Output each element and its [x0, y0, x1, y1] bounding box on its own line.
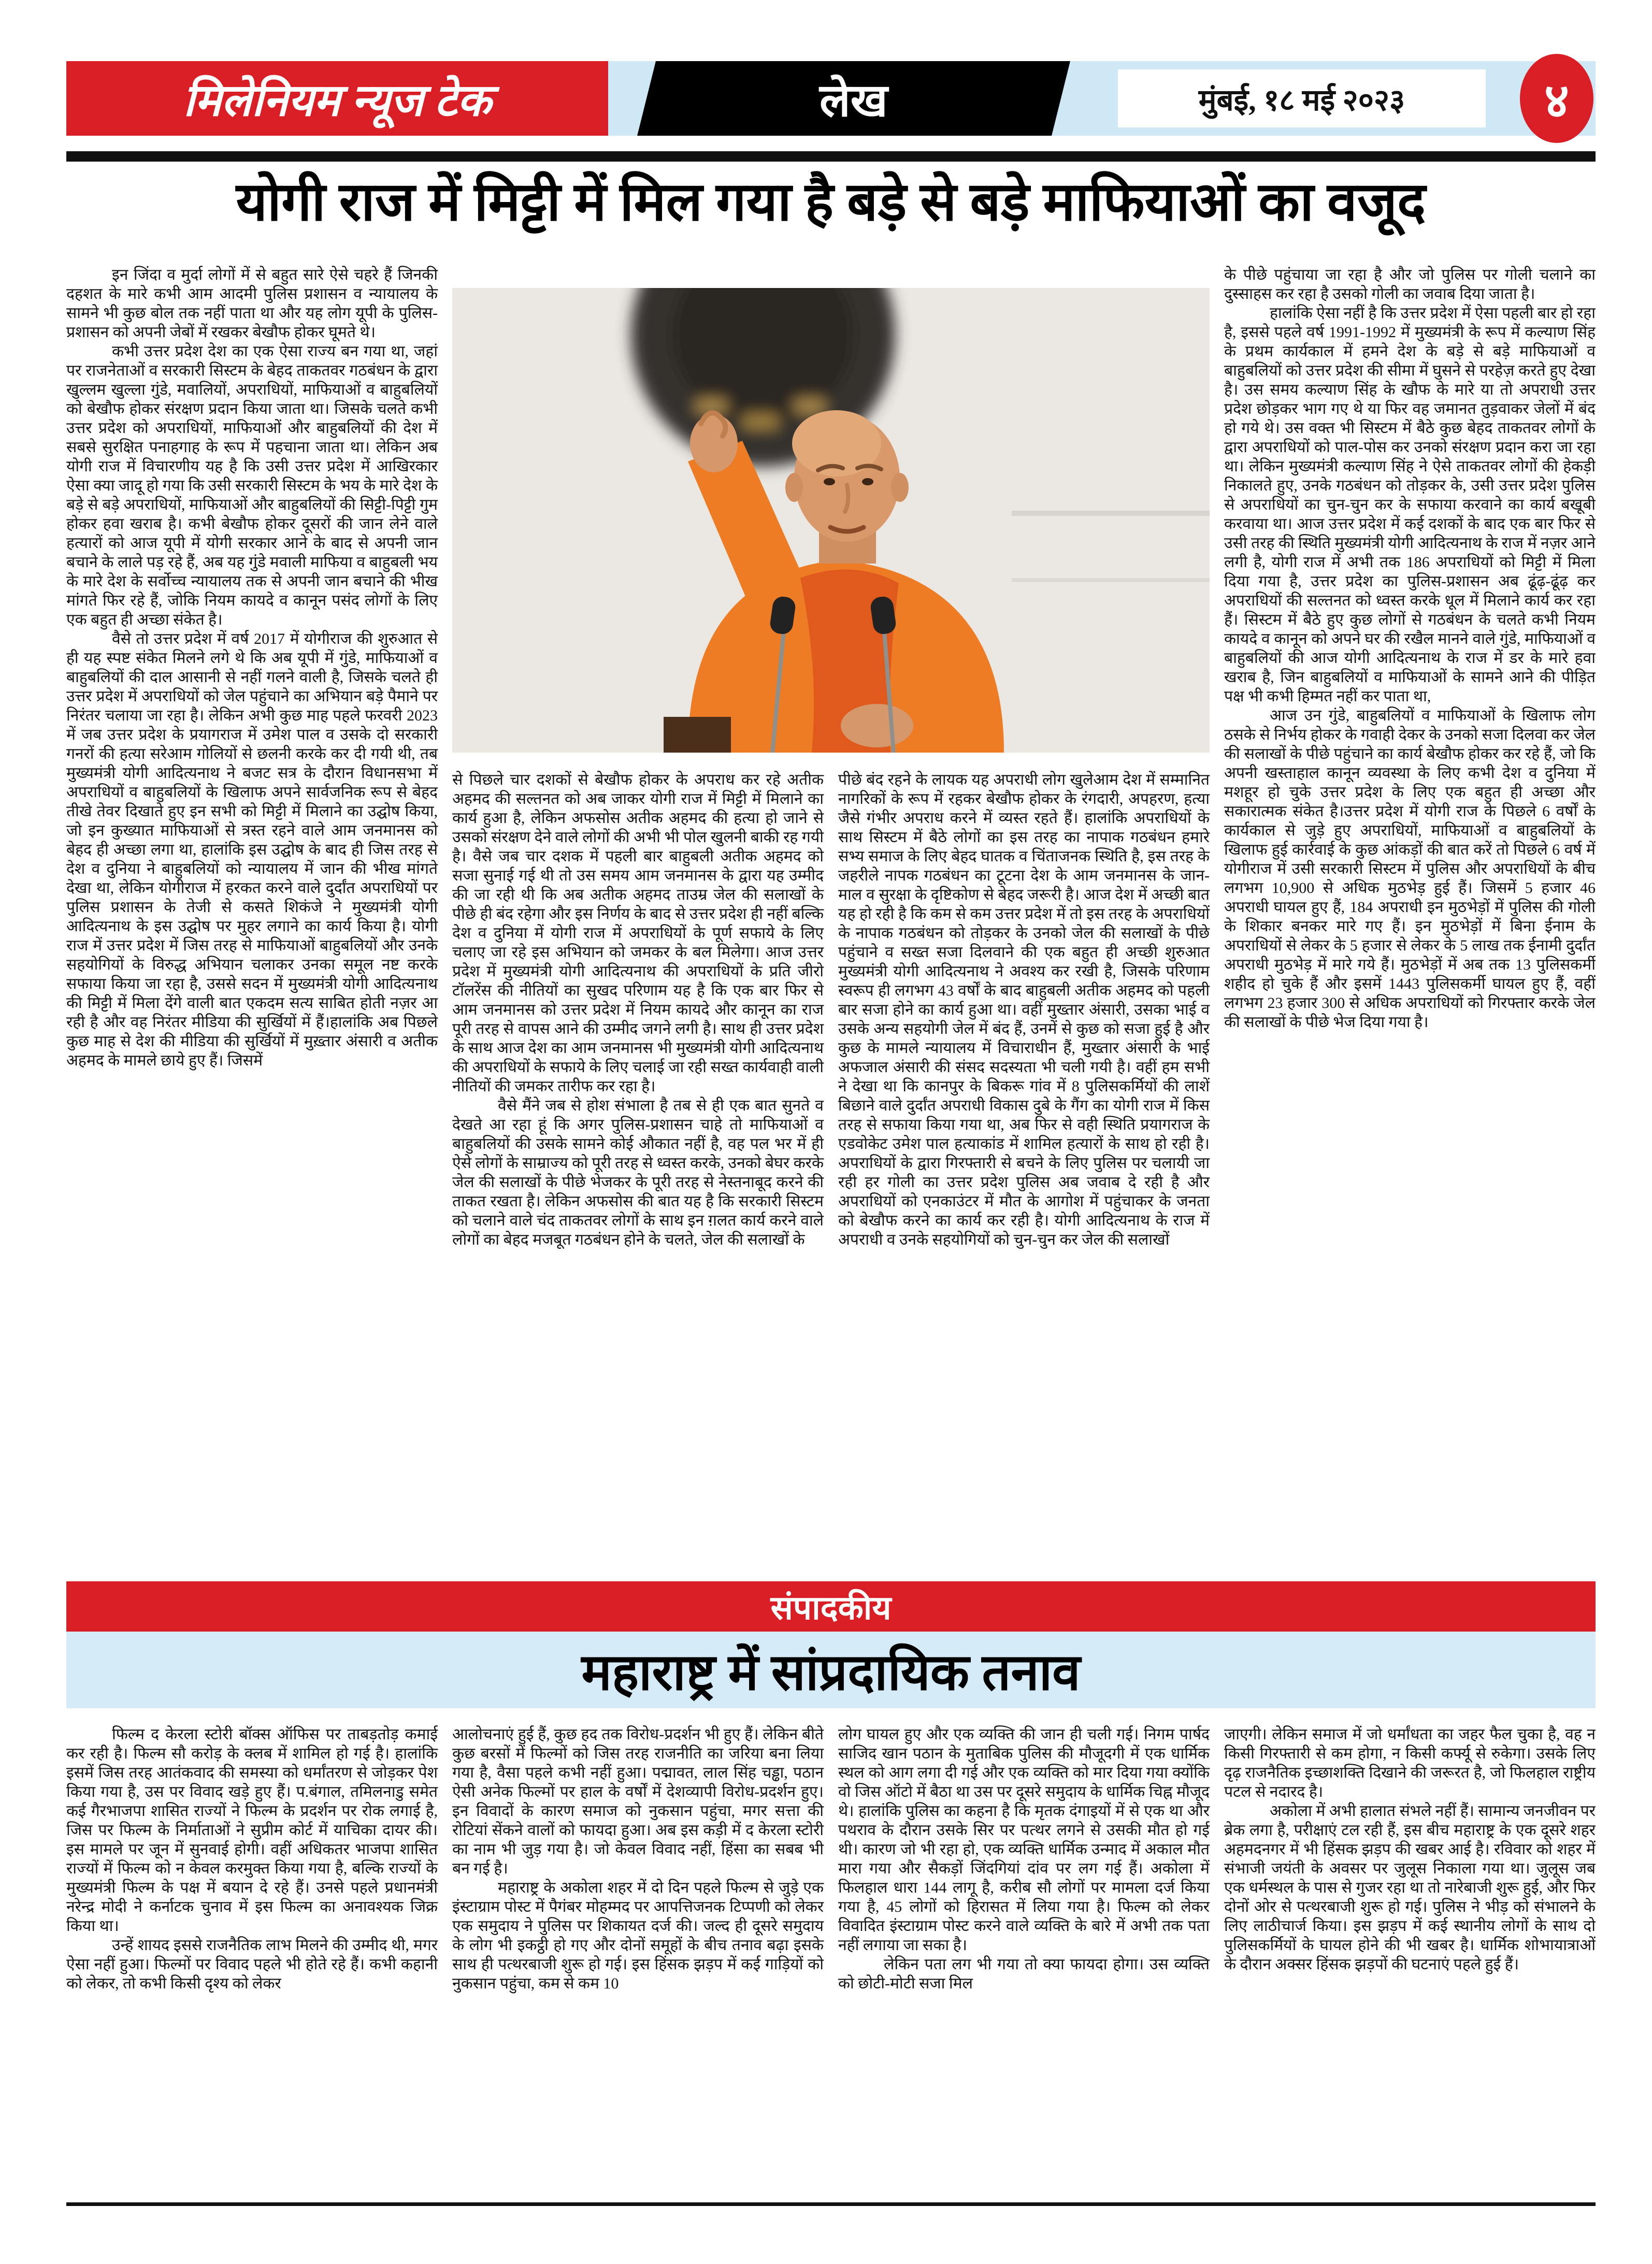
- editorial-paragraph: आलोचनाएं हुई हैं, कुछ हद तक विरोध-प्रदर्शन भी हुए हैं। लेकिन बीते कुछ बरसों में फिल्मों को जिस तरह राजनीति का जरिया बना लिया गया है, वैसा पहले कभी नहीं हुआ। पद्मावत, लाल सिंह चड्ढा, पठान ऐसी अनेक फिल्मों पर हाल के वर्षों में देशव्यापी विरोध-प्रदर्शन हुए। इन विवादों के कारण समाज को नुकसान पहुंचा, मगर सत्ता की रोटियां सेंकने वालों को फायदा हुआ। अब इस कड़ी में द केरला स्टोरी का नाम भी जुड़ गया है। जो केवल विवाद नहीं, हिंसा का सबब भी बन गई है।: [452, 1726, 824, 1877]
- editorial-headline: महाराष्ट्र में सांप्रदायिक तनाव: [581, 1645, 1081, 1701]
- editorial-column-2: [452, 1725, 824, 2202]
- editorial-column-3: [838, 1725, 1210, 2202]
- editorial-paragraph: जाएगी। लेकिन समाज में जो धर्मांधता का जहर फैल चुका है, वह न किसी गिरफ्तारी से कम होगा, न किसी कर्फ्यू से रुकेगा। उसके लिए दृढ़ राजनैतिक इच्छाशक्ति दिखाने की जरूरत है, जो फिलहाल राष्ट्रीय पटल से नदारद है।: [1224, 1726, 1596, 1800]
- article-middle-columns: [452, 265, 1210, 1577]
- section-tag: [637, 61, 1070, 136]
- table-corner: [664, 717, 731, 753]
- editorial-paragraph: फिल्म द केरला स्टोरी बॉक्स ऑफिस पर ताबड़तोड़ कमाई कर रही है। फिल्म सौ करोड़ के क्लब में शामिल हो गई है। हालांकि इसमें जिस तरह आतंकवाद की समस्या को धर्मांतरण से जोड़कर पेश किया गया है, उस पर विवाद खड़े हुए हैं। प.बंगाल, तमिलनाडु समेत कई गैरभाजपा शासित राज्यों ने फिल्म के प्रदर्शन पर रोक लगाई है, जिस पर फिल्म के निर्माताओं ने सुप्रीम कोर्ट में याचिका दायर की। इस मामले पर जून में सुनवाई होगी। वहीं अधिकतर भाजपा शासित राज्यों में फिल्म को न केवल करमुक्त किया गया है, बल्कि राज्यों के मुख्यमंत्री फिल्म के पक्ष में बयान दे रहे हैं। उनसे पहले प्रधानमंत्री नरेन्द्र मोदी ने कर्नाटक चुनाव में इस फिल्म का अनावश्यक जिक्र किया था।: [66, 1726, 438, 1935]
- article-paragraph: से पिछले चार दशकों से बेखौफ होकर के अपराध कर रहे अतीक अहमद की सल्तनत को अब जाकर योगी राज में मिट्टी में मिलाने का कार्य हुआ है, लेकिन अफसोस अतीक अहमद की हत्या हो जाने से उसको संरक्षण देने वाले लोगों की अभी भी पोल खुलनी बाकी रह गयी है। वैसे जब चार दशक में पहली बार बाहुबली अतीक अहमद को सजा सुनाई गई थी तो उस समय आम जनमानस के द्वारा यह उम्मीद की जा रही थी कि अब अतीक अहमद ताउम्र जेल की सलाखों के पीछे ही बंद रहेगा और इस निर्णय के बाद से उत्तर प्रदेश ही नहीं बल्कि देश व दुनिया में योगी राज में अपराधियों के पूर्ण सफाये के लिए चलाए जा रहे इस अभियान को जमकर के बल मिलेगा। आज उत्तर प्रदेश में मुख्यमंत्री योगी आदित्यनाथ की अपराधियों के प्रति जीरो टॉलरेंस की नीतियों का सुखद परिणाम यह है कि एक बार फिर से आम जनमानस को उत्तर प्रदेश में नियम कायदे और कानून का राज पूरी तरह से वापस आने की उम्मीद जगने लगी है। साथ ही उत्तर प्रदेश के साथ आज देश का आम जनमानस भी मुख्यमंत्री योगी आदित्यनाथ की अपराधियों के सफाये के लिए चलाई जा रही सख्त कार्यवाही वाली नीतियों की जमकर तारीफ कर रहा है।: [452, 771, 824, 1095]
- article-paragraph: आज उन गुंडे, बाहुबलियों व माफियाओं के खिलाफ लोग ठसके से निर्भय होकर के गवाही देकर के उनको सजा दिलवा कर जेल की सलाखों के पीछे पहुंचाने का कार्य बेखौफ होकर कर रहे हैं, जो कि अपनी खस्ताहाल कानून व्यवस्था के लिए कभी देश व दुनिया में मशहूर हो चुके उत्तर प्रदेश के लिए एक बहुत ही अच्छा और सकारात्मक संकेत है।उत्तर प्रदेश में योगी राज के पिछले 6 वर्षों के कार्यकाल से जुड़े हुए अपराधियों, माफियाओं व बाहुबलियों के खिलाफ हुई कार्रवाई के कुछ आंकड़ों की बात करें तो पिछले 6 वर्ष में योगीराज में उसी सरकारी सिस्टम में पुलिस और अपराधियों के बीच लगभग 10,900 से अधिक मुठभेड़ हुई हैं। जिसमें 5 हजार 46 अपराधी घायल हुए हैं, 184 अपराधी इन मुठभेड़ों में पुलिस की गोली के शिकार बनकर मारे गए हैं। इन मुठभेड़ों में बिना ईनाम के अपराधियों से लेकर के 5 हजार से लेकर के 5 लाख तक ईनामी दुर्दांत अपराधी मुठभेड़ में मारे गये हैं। मुठभेड़ों में अब तक 13 पुलिसकर्मी शहीद हो चुके हैं और इसमें 1443 पुलिसकर्मी घायल हुए हैं, वहीं लगभग 23 हजार 300 से अधिक अपराधियों को गिरफ्तार करके जेल की सलाखों के पीछे भेज दिया गया है।: [1224, 707, 1596, 1031]
- article-column-3: [838, 770, 1210, 1249]
- date-box: [1118, 69, 1486, 127]
- editorial-paragraph: अकोला में अभी हालात संभले नहीं हैं। सामान्य जनजीवन पर ब्रेक लगा है, परीक्षाएं टल रही हैं, इस बीच महाराष्ट्र के एक दूसरे शहर अहमदनगर में भी हिंसक झड़प की खबर आई है। रविवार को शहर में संभाजी जयंती के अवसर पर जुलूस निकाला गया था। जुलूस जब एक धर्मस्थल के पास से गुजर रहा था तो नारेबाजी शुरू हुई, और फिर दोनों ओर से पत्थरबाजी शुरू हो गई। पुलिस ने भीड़ को संभालने के लिए लाठीचार्ज किया। इस झड़प में कई स्थानीय लोगों के साथ दो पुलिसकर्मियों के घायल होने की भी खबर है। धार्मिक शोभायात्राओं के दौरान अक्सर हिंसक झड़पों की घटनाएं पहले हुई हैं।: [1224, 1802, 1596, 1973]
- article-paragraph: कभी उत्तर प्रदेश देश का एक ऐसा राज्य बन गया था, जहां पर राजनेताओं व सरकारी सिस्टम के बेहद ताकतवर गठबंधन के द्वारा खुल्लम खुल्ला गुंडे, मवालियों, अपराधियों, माफियाओं व बाहुबलियों को बेखौफ होकर संरक्षण प्रदान किया जाता था। जिसके चलते कभी उत्तर प्रदेश को अपराधियों, माफियाओं और बाहुबलियों की देश में सबसे सुरक्षित पनाहगाह के रूप में पहचाना जाता था। लेकिन अब योगी राज में विचारणीय यह है कि उसी उत्तर प्रदेश में आखिरकार ऐसा क्या जादू हो गया कि उसी सरकारी सिस्टम के भय के मारे देश के बड़े से बड़े अपराधियों, माफियाओं और बाहुबलियों की सिट्टी-पिट्टी गुम होकर हवा खराब है। कभी बेखौफ होकर दूसरों की जान लेने वाले हत्यारों को आज यूपी में योगी सरकार आने के बाद से अपनी जान बचाने के लाले पड़ रहे हैं, अब यह गुंडे मवाली माफिया व बाहुबली भय के मारे देश के सर्वोच्च न्यायालय तक से अपनी जान बचाने की भीख मांगते फिर रहे हैं, जोकि नियम कायदे व कानून पसंद लोगों के लिए एक बहुत ही अच्छा संकेत है।: [66, 343, 438, 628]
- editorial-body: [66, 1725, 1596, 2202]
- article-paragraph: के पीछे पहुंचाया जा रहा है और जो पुलिस पर गोली चलाने का दुस्साहस कर रहा है उसको गोली का जवाब दिया जाता है।: [1224, 266, 1596, 302]
- article-paragraph: वैसे मैंने जब से होश संभाला है तब से ही एक बात सुनते व देखते आ रहा हूं कि अगर पुलिस-प्रशासन चाहे तो माफियाओं व बाहुबलियों की उसके सामने कोई औकात नहीं है, वह पल भर में ही ऐसे लोगों के साम्राज्य को पूरी तरह से ध्वस्त करके, उनको बेघर करके जेल की सलाखों के पीछे भेजकर के पूरी तरह से नेस्तनाबूद करने की ताकत रखता है। लेकिन अफसोस की बात यह है कि सरकारी सिस्टम को चलाने वाले चंद ताकतवर लोगों के साथ इन ग़लत कार्य करने वाले लोगों का बेहद मजबूत गठबंधन होने के चलते, जेल की सलाखों के: [452, 1097, 824, 1248]
- article-body: [66, 265, 1596, 1577]
- masthead-title: मिलेनियम न्यूज टेक: [183, 75, 492, 125]
- article-paragraph: पीछे बंद रहने के लायक यह अपराधी लोग खुलेआम देश में सम्मानित नागरिकों के रूप में रहकर बेखौफ होकर के रंगदारी, अपहरण, हत्या जैसे गंभीर अपराध करने में व्यस्त रहते हैं। हालांकि अपराधियों के साथ सिस्टम में बैठे लोगों का इस तरह का नापाक गठबंधन हमारे सभ्य समाज के लिए बेहद घातक व चिंताजनक स्थिति है, इस तरह के जहरीले नापक गठबंधन का टूटना देश के आम जनमानस के जान-माल व सुरक्षा के दृष्टिकोण से बेहद जरूरी है। आज देश में अच्छी बात यह हो रही है कि कम से कम उत्तर प्रदेश में तो इस तरह के अपराधियों के नापाक गठबंधन को तोड़कर के उनको जेल की सलाखों के पीछे पहुंचाने व सख्त सजा दिलवाने की एक बहुत ही अच्छी शुरुआत मुख्यमंत्री योगी आदित्यनाथ ने अवश्य कर रखी है, जिसके परिणाम स्वरूप ही लगभग 43 वर्षों के बाद बाहुबली अतीक अहमद को पहली बार सजा होने का कार्य हुआ था। वहीं मुख्तार अंसारी, उसका भाई व उसके अन्य सहयोगी जेल में बंद हैं, उनमें से कुछ को सजा हुई है और कुछ के मामले न्यायालय में विचाराधीन हैं, मुख्तार अंसारी के भाई अफजाल अंसारी की संसद सदस्यता भी चली गयी है। वहीं हम सभी ने देखा था कि कानपुर के बिकरू गांव में 8 पुलिसकर्मियों की लाशें बिछाने वाले दुर्दांत अपराधी विकास दुबे के गैंग का योगी राज में किस तरह से सफाया किया गया था, अब फिर से वही स्थिति प्रयागराज के एडवोकेट उमेश पाल हत्याकांड में शामिल हत्यारों के साथ हो रही है। अपराधियों के द्वारा गिरफ्तारी से बचने के लिए पुलिस पर चलायी जा रही हर गोली का उत्तर प्रदेश पुलिस अब जवाब दे रही है और अपराधियों को एनकाउंटर में मौत के आगोश में पहुंचाकर के जनता को बेखौफ करने का कार्य कर रही है। योगी आदित्यनाथ के राज में अपराधी व उनके सहयोगियों को चुन-चुन कर जेल की सलाखों: [838, 771, 1210, 1248]
- editorial-paragraph: महाराष्ट्र के अकोला शहर में दो दिन पहले फिल्म से जुड़े एक इंस्टाग्राम पोस्ट में पैगंबर मोहम्मद पर आपत्तिजनक टिप्पणी को लेकर एक समुदाय ने पुलिस पर शिकायत दर्ज की। जल्द ही दूसरे समुदाय के लोग भी इकट्ठी हो गए और दोनों समूहों के बीच तनाव बढ़ा इसके साथ ही पत्थरबाजी शुरू हो गई। इस हिंसक झड़प में कई गाड़ियों को नुकसान पहुंचा, कम से कम 10: [452, 1879, 824, 1992]
- article-column-2: [452, 770, 824, 1249]
- page-number-badge: [1520, 54, 1593, 143]
- page-bottom-rule: [66, 2202, 1596, 2206]
- dateline: मुंबई, १८ मई २०२३: [1198, 83, 1405, 117]
- editorial-label-bar: [66, 1581, 1596, 1632]
- article-paragraph: हालांकि ऐसा नहीं है कि उत्तर प्रदेश में ऐसा पहली बार हो रहा है, इससे पहले वर्ष 1991-1992 में मुख्यमंत्री के रूप में कल्याण सिंह के प्रथम कार्यकाल में हमने देश के बड़े से बड़े माफियाओं व बाहुबलियों को उत्तर प्रदेश की सीमा में घुसने से परहेज़ करते हुए देखा है। उस समय कल्याण सिंह के खौफ के मारे या तो अपराधी उत्तर प्रदेश छोड़कर भाग गए थे या फिर वह जमानत तुड़वाकर जेलों में बंद हो गये थे। उस वक्त भी सिस्टम में बैठे कुछ बेहद ताकतवर लोगों के द्वारा अपराधियों को पाल-पोस कर उनको संरक्षण प्रदान करा जा रहा था। लेकिन मुख्यमंत्री कल्याण सिंह ने ऐसे ताकतवर लोगों की हेकड़ी निकालते हुए, उनके गठबंधन को तोड़कर के, उसी उत्तर प्रदेश पुलिस से अपराधियों का चुन-चुन कर के सफाया करवाने का कार्य बखूबी करवाया था। आज उत्तर प्रदेश में कई दशकों के बाद एक बार फिर से उसी तरह की स्थिति मुख्यमंत्री योगी आदित्यनाथ के राज में नज़र आने लगी है, योगी राज में अभी तक 186 अपराधियों को मिट्टी में मिला दिया गया है, उत्तर प्रदेश का पुलिस-प्रशासन अब ढूंढ़-ढूंढ़ कर अपराधियों की सल्तनत को ध्वस्त करके धूल में मिलाने कार्य कर रहा हैं। सिस्टम में बैठे हुए कुछ लोगों से गठबंधन के चलते कभी नियम कायदे व कानून को अपने घर की रखैल मानने वाले गुंडे, माफियाओं व बाहुबलियों की आज योगी आदित्यनाथ के राज में डर के मारे हवा खराब है, जिन बाहुबलियों व माफियाओं के सामने आने की पीड़ित पक्ष भी कभी हिम्मत नहीं कर पाता था,: [1224, 305, 1596, 705]
- page-header: [66, 61, 1596, 136]
- section-tag-label: लेख: [820, 76, 888, 126]
- article-headline: योगी राज में मिट्टी में मिल गया है बड़े से बड़े माफियाओं का वजूद: [236, 172, 1426, 232]
- editorial-label: संपादकीय: [770, 1590, 892, 1626]
- editorial-column-1: [66, 1725, 438, 2202]
- article-paragraph: इन जिंदा व मुर्दा लोगों में से बहुत सारे ऐसे चहरे हैं जिनकी दहशत के मारे कभी आम आदमी पुलिस प्रशासन व न्यायालय के सामने भी कुछ बोल तक नहीं पाता था और यह लोग यूपी के पुलिस-प्रशासन को अपनी जेबों में रखकर बेखौफ होकर घूमते थे।: [66, 266, 438, 341]
- masthead: [66, 61, 608, 136]
- editorial-paragraph: उन्हें शायद इससे राजनैतिक लाभ मिलने की उम्मीद थी, मगर ऐसा नहीं हुआ। फिल्मों पर विवाद पहले भी होते रहे हैं। कभी कहानी को लेकर, तो कभी किसी दृश्य को लेकर: [66, 1937, 438, 1992]
- editorial-headline-band: [66, 1632, 1596, 1708]
- editorial-paragraph: लेकिन पता लग भी गया तो क्या फायदा होगा। उस व्यक्ति को छोटी-मोटी सजा मिल: [838, 1956, 1210, 1992]
- yogi-adityanath-photo: [452, 288, 1210, 753]
- editorial-column-4: [1224, 1725, 1596, 2202]
- page-number: ४: [1544, 74, 1569, 127]
- article-paragraph: वैसे तो उत्तर प्रदेश में वर्ष 2017 में योगीराज की शुरुआत से ही यह स्पष्ट संकेत मिलने लगे थे कि अब यूपी में गुंडे, माफियाओं व बाहुबलियों की दाल आसानी से नहीं गलने वाली है, जिसके चलते ही उत्तर प्रदेश में अपराधियों को जेल पहुंचाने का अभियान बड़े पैमाने पर निरंतर चलाया जा रहा है। लेकिन अभी कुछ माह पहले फरवरी 2023 में जब उत्तर प्रदेश के प्रयागराज में उमेश पाल व उसके दो सरकारी गनरों की हत्या सरेआम गोलियों से छलनी करके कर दी गयी थी, तब मुख्यमंत्री योगी आदित्यनाथ ने बजट सत्र के दौरान विधानसभा में अपराधियों व बाहुबलियों के खिलाफ अपने सार्वजनिक रूप से बेहद तीखे तेवर दिखाते हुए इन सभी को मिट्टी में मिलाने का उद्घोष किया, जो इन कुख्यात माफियाओं से त्रस्त रहने वाले आम जनमानस को बेहद ही अच्छा लगा था, हालांकि इस उद्घोष के बाद ही जिस तरह से देश व दुनिया ने बाहुबलियों को न्यायालय में जान की भीख मांगते देखा था, लेकिन योगीराज में हरकत करने वाले दुर्दांत अपराधियों पर पुलिस प्रशासन के तेजी से कसते शिकंजे ने मुख्यमंत्री योगी आदित्यनाथ के इस उद्घोष पर मुहर लगाने का कार्य किया है। योगी राज में उत्तर प्रदेश में जिस तरह से माफियाओं बाहुबलियों और उनके सहयोगियों के विरुद्ध अभियान चलाकर उनका समूल नष्ट करके सफाया किया जा रहा है, उससे सदन में मुख्यमंत्री योगी आदित्यनाथ की मिट्टी में मिला देंगे वाली बात एकदम सत्य साबित होती नज़र आ रही है और वह निरंतर मीडिया की सुर्खियों में हैं।हालांकि अब पिछले कुछ माह से देश की मीडिया की सुर्खियों में मुख़्तार अंसारी व अतीक अहमद के मामले छाये हुए हैं। जिसमें: [66, 630, 438, 1069]
- article-column-1: [66, 265, 438, 1577]
- header-divider-rule: [66, 151, 1596, 162]
- article-column-4: [1224, 265, 1596, 1577]
- editorial-paragraph: लोग घायल हुए और एक व्यक्ति की जान ही चली गई। निगम पार्षद साजिद खान पठान के मुताबिक पुलिस की मौजूदगी में एक धार्मिक स्थल को आग लगा दी गई और एक व्यक्ति को मार दिया गया क्योंकि वो जिस ऑटो में बैठा था उस पर दूसरे समुदाय के धार्मिक चिह्न मौजूद थे। हालांकि पुलिस का कहना है कि मृतक दंगाइयों में से एक था और पथराव के दौरान उसके सिर पर पत्थर लगने से उसकी मौत हो गई थी। कारण जो भी रहा हो, एक व्यक्ति धार्मिक उन्माद में अकाल मौत मारा गया और सैकड़ों जिंदगियां दांव पर लग गई हैं। अकोला में फिलहाल धारा 144 लागू है, करीब सौ लोगों पर मामला दर्ज किया गया है, 45 लोगों को हिरासत में लिया गया है। फिल्म को लेकर विवादित इंस्टाग्राम पोस्ट करने वाले व्यक्ति के बारे में अभी तक पता नहीं लगाया जा सका है।: [838, 1726, 1210, 1954]
